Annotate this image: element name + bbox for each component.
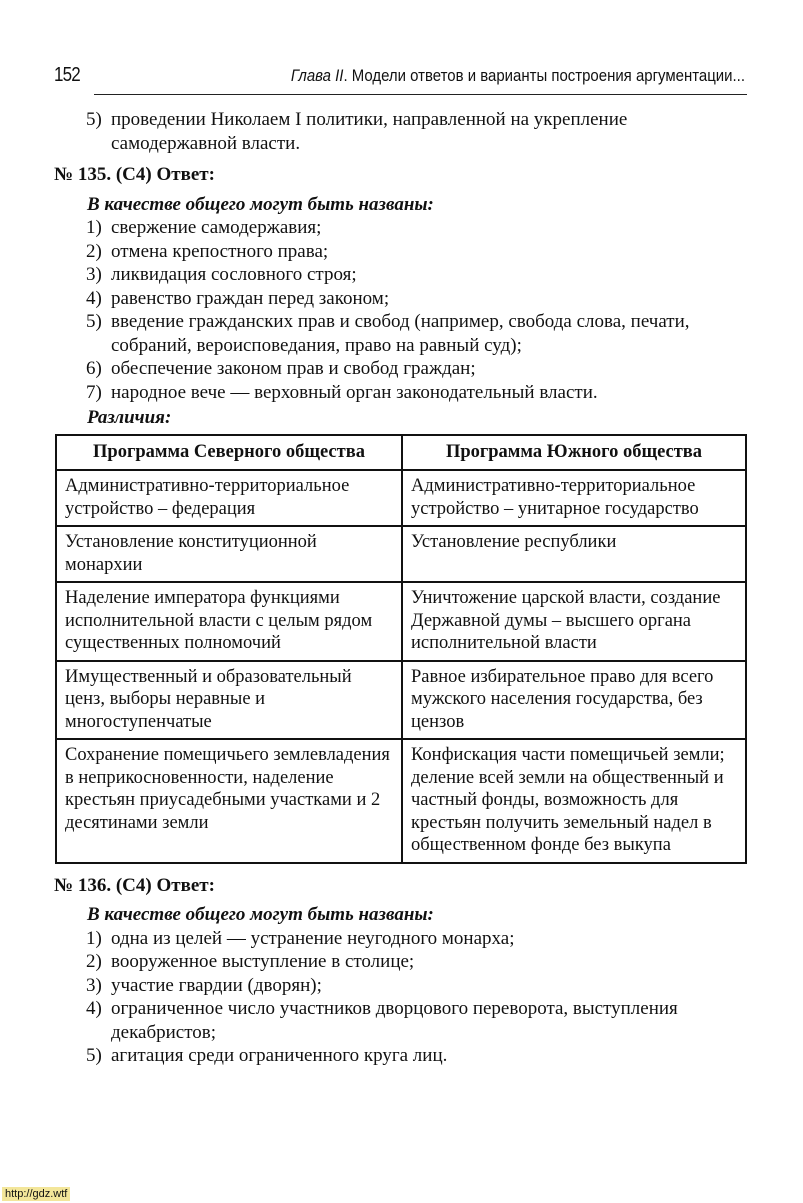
header-rule xyxy=(94,94,747,95)
common-label: В качестве общего могут быть названы: xyxy=(87,193,434,215)
item-number: 7) xyxy=(86,381,102,403)
item-number: 4) xyxy=(86,287,102,309)
table-row xyxy=(56,470,746,526)
item-number: 6) xyxy=(86,358,102,379)
chapter-title: . Модели ответов и варианты построения аргументации... xyxy=(343,66,745,85)
watermark-link[interactable]: http://gdz.wtf xyxy=(2,1187,70,1201)
differences-label: Различия: xyxy=(87,407,172,428)
table-row xyxy=(56,661,746,740)
problem-135-heading: № 135. (С4) Ответ: xyxy=(54,164,215,185)
item-text: свержение самодержавия; xyxy=(111,217,322,238)
problem-136-heading: № 136. (С4) Ответ: xyxy=(54,874,215,896)
list-item xyxy=(54,240,747,264)
table-cell: Наделение императора функциями исполнительной власти с целым рядом существенных полномочий xyxy=(56,582,402,661)
item-number: 3) xyxy=(86,974,102,996)
item-number: 4) xyxy=(86,998,102,1019)
table-cell: Административно-территориальное устройство – унитарное государство xyxy=(402,470,746,526)
item-text: народное вече — верховный орган законодательный власти. xyxy=(111,381,598,403)
list-item xyxy=(54,216,747,240)
list-item xyxy=(54,287,747,311)
item-text: введение гражданских прав и свобод (например, свобода слова, печати, собраний, вероисповедания, право на равный суд); xyxy=(111,311,690,356)
table-row xyxy=(56,526,746,582)
list-item xyxy=(54,927,747,951)
column-header-south: Программа Южного общества xyxy=(402,435,746,471)
item-text: участие гвардии (дворян); xyxy=(111,974,322,996)
item-number: 3) xyxy=(86,264,102,285)
chapter-prefix: Глава xyxy=(290,66,336,85)
table-header-row xyxy=(56,435,746,471)
list-item xyxy=(54,310,747,357)
table-row xyxy=(56,582,746,661)
item-text: агитация среди ограниченного круга лиц. xyxy=(111,1045,448,1066)
comparison-table xyxy=(55,434,747,864)
list-item xyxy=(54,1044,747,1068)
list-item xyxy=(54,381,747,405)
table-cell: Равное избирательное право для всего мужского населения государства, без цензов xyxy=(402,661,746,740)
item-number: 2) xyxy=(86,951,102,972)
table-row xyxy=(56,739,746,863)
item-number: 1) xyxy=(86,217,102,238)
table-cell: Конфискация части помещичьей земли; деление всей земли на общественный и частный фонды, возможность для крестьян получить земельный надел в общественном фонде без выкупа xyxy=(402,739,746,863)
table-cell: Установление конституционной монархии xyxy=(56,526,402,582)
common-list-135 xyxy=(54,216,747,404)
list-item xyxy=(54,357,747,381)
item-number: 5) xyxy=(86,311,102,332)
list-item xyxy=(54,108,747,155)
item-number: 2) xyxy=(86,240,102,262)
item-text: ликвидация сословного строя; xyxy=(111,264,357,285)
item-text: одна из целей — устранение неугодного монарха; xyxy=(111,927,515,949)
item-number: 5) xyxy=(86,109,102,130)
item-text: проведении Николаем I политики, направленной на укрепление самодержавной власти. xyxy=(111,109,628,154)
table-cell: Уничтожение царской власти, создание Державной думы – высшего органа исполнительной власти xyxy=(402,582,746,661)
chapter-numeral: II xyxy=(335,66,344,85)
common-list-136 xyxy=(54,927,747,1068)
item-text: обеспечение законом прав и свобод граждан; xyxy=(111,358,476,379)
item-text: ограниченное число участников дворцового переворота, выступления декабристов; xyxy=(111,998,678,1043)
item-number: 1) xyxy=(86,927,102,949)
list-item xyxy=(54,974,747,998)
table-cell: Имущественный и образовательный ценз, выборы неравные и многоступенчатые xyxy=(56,661,402,740)
common-label: В качестве общего могут быть названы: xyxy=(87,904,434,925)
table-cell: Административно-территориальное устройство – федерация xyxy=(56,470,402,526)
page-content xyxy=(54,108,747,1068)
item-text: отмена крепостного права; xyxy=(111,240,329,262)
list-item xyxy=(54,950,747,974)
running-head xyxy=(291,66,745,86)
list-item xyxy=(54,263,747,287)
list-item xyxy=(54,997,747,1044)
table-cell: Сохранение помещичьего землевладения в неприкосновенности, наделение крестьян приусадебными участками и 2 десятинами земли xyxy=(56,739,402,863)
item-text: равенство граждан перед законом; xyxy=(111,287,390,309)
item-number: 5) xyxy=(86,1045,102,1066)
column-header-north: Программа Северного общества xyxy=(56,435,402,471)
page-number: 152 xyxy=(54,64,80,86)
item-text: вооруженное выступление в столице; xyxy=(111,951,415,972)
table-cell: Установление республики xyxy=(402,526,746,582)
